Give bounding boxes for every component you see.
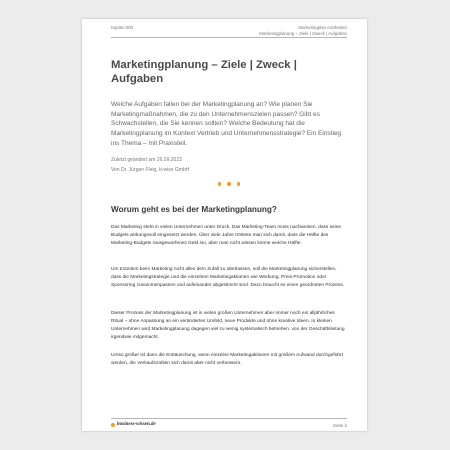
author-line: Von Dr. Jürgen Fleig, b-wise GmbH xyxy=(111,166,190,173)
article-lead: Welche Aufgaben fallen bei der Marketingplanung an? Wie planen Sie Marketingmaßnahmen, die zu den Unternehmenszielen passen? Gibt es Schwachstellen, die Sie kennen sollten? Welche Bedeutung hat die Marketingplanung im Kontext Vertrieb und Unternehmensstrategie? Ein Einstieg ins Thema – mit Praxisteil. xyxy=(111,101,342,147)
body-paragraph: Um trotzdem beim Marketing nicht alles dem Zufall zu überlassen, soll die Marketingplanung sicherstellen, dass die Marketingstrategie und die einzelnen Marketingaktionen wie Werbung, Preis-Promotion oder Sponsoring zusammenpassen und aufeinander abgestimmt sind. Dazu braucht es einen geordneten Prozess. xyxy=(111,267,345,289)
footer-rule xyxy=(111,418,347,419)
updated-date: Zuletzt geändert am 26.09.2023 xyxy=(111,157,182,163)
header-chapter: Kapitel 000 xyxy=(111,25,133,30)
document-page xyxy=(82,19,367,431)
footer-logo xyxy=(111,422,156,427)
logo-text: business-wissen.de xyxy=(117,422,156,427)
header-rule xyxy=(111,37,347,38)
separator-dot xyxy=(237,182,240,185)
article-meta xyxy=(111,156,189,175)
article-title: Marketingplanung – Ziele | Zweck | Aufgaben xyxy=(111,59,297,85)
logo-dot-icon xyxy=(111,423,115,427)
header-doc-info xyxy=(259,25,347,37)
page-number: Seite 2 xyxy=(332,423,347,428)
separator-dot xyxy=(227,182,230,185)
header-doc-title: Marketingplan erarbeiten xyxy=(298,25,347,30)
body-paragraph: Dieser Prozess der Marketingplanung ist in vielen großen Unternehmen aber immer noch ein alljährliches Ritual – ohne Anpassung an ein verändertes Umfeld, neue Produkte und ohne kreative Ideen. In kleinen Unternehmen wird Marketingplanung dagegen viel zu wenig systematisch betrieben, von der Geschäftsleitung irgendwie mitgemacht. xyxy=(111,311,345,341)
separator-dot xyxy=(218,182,221,185)
body-paragraph: Das Marketing steht in vielen Unternehmen unter Druck. Das Marketing-Team muss nachweisen, dass seine Budgets wirkungsvoll eingesetzt werden. Über viele Jahre tröstete man sich damit, dass die Hälfte des Marketing-Budgets rausgeworfenes Geld sei, aber man nicht wissen könne welche Hälfte. xyxy=(111,225,342,247)
body-paragraph: Umso größer ist dann die Enttäuschung, wenn einzelne Marketingaktionen mit großem Aufwand durchgeführt werden, die Verkaufszahlen sich damit aber nicht verbessern. xyxy=(111,353,343,367)
section-heading: Worum geht es bei der Marketingplanung? xyxy=(111,205,277,214)
header-doc-subtitle: Marketingplanung – Ziele | Zweck | Aufgaben xyxy=(259,30,347,36)
separator-dots xyxy=(218,181,240,187)
